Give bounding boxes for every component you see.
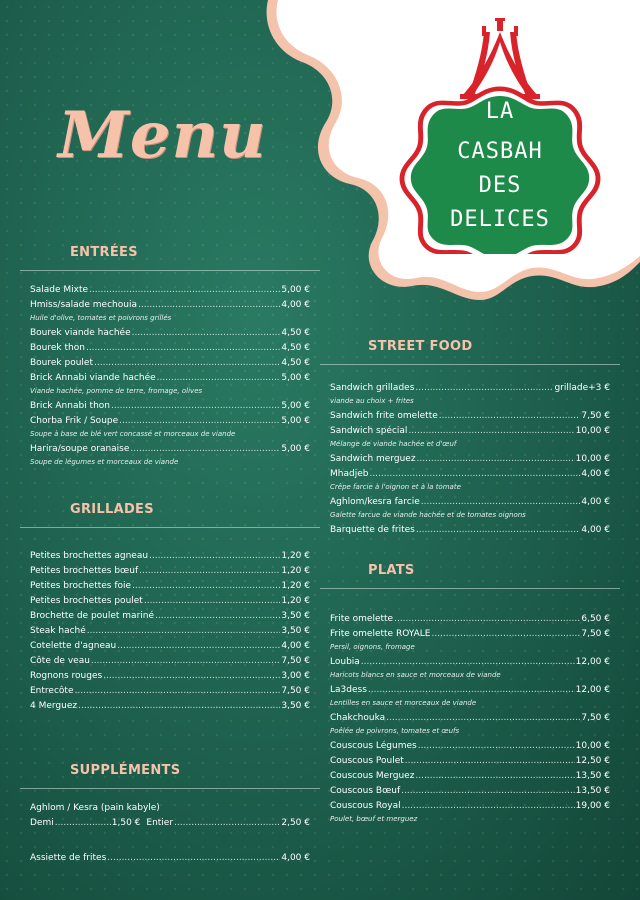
item-name: Brick Annabi thon (30, 401, 110, 411)
item-price: 3,50 € (281, 701, 310, 711)
item-name: Sandwich frite omelette (330, 411, 438, 421)
item-name: La3dess (330, 685, 367, 695)
item-name: Bourek thon (30, 343, 85, 353)
item-name: Salade Mixte (30, 285, 89, 295)
item-name: Sandwich spécial (330, 426, 408, 436)
item-price: 5,00 € (281, 285, 310, 295)
item-name: Hmiss/salade mechouia (30, 300, 137, 310)
street-food-list (330, 381, 610, 538)
dot-leader (369, 467, 580, 482)
item-price: 4,00 € (281, 641, 310, 651)
item-name: Entrecôte (30, 686, 74, 696)
dot-leader (361, 655, 575, 670)
item-description: Soupe à base de blé vert concassé et morceaux de viande (30, 430, 236, 438)
dot-leader (130, 442, 280, 457)
item-name: Bourek poulet (30, 358, 93, 368)
supplement-bread-prices: Demi ..... 1,50 € Entier ..... 2,50 € (30, 816, 310, 831)
plats-list (330, 612, 610, 827)
dot-leader (132, 579, 280, 594)
item-name: Cotelette d'agneau (30, 641, 117, 651)
dot-leader (138, 298, 280, 313)
menu-item-row (330, 409, 610, 424)
item-name: Barquette de frites (330, 525, 415, 535)
menu-item-row (330, 784, 610, 799)
item-price: 7,50 € (581, 411, 610, 421)
street-food-title: STREET FOOD (368, 339, 473, 354)
item-price: 7,50 € (581, 629, 610, 639)
dot-leader (149, 549, 280, 564)
menu-item-row (330, 683, 610, 698)
dot-leader (415, 769, 574, 784)
menu-item-row (330, 754, 610, 769)
item-price: 4,00 € (581, 497, 610, 507)
menu-item-row (330, 799, 610, 814)
logo-text-des: DES (478, 173, 522, 198)
item-price: 5,00 € (281, 401, 310, 411)
item-price: 3,50 € (281, 626, 310, 636)
item-name: Steak haché (30, 626, 86, 636)
item-price: 10,00 € (575, 426, 610, 436)
item-price: 12,00 € (575, 657, 610, 667)
item-name: Sandwich merguez (330, 454, 416, 464)
dot-leader (402, 799, 575, 814)
item-name: Couscous Légumes (330, 741, 417, 751)
menu-item-row (30, 442, 310, 457)
dot-leader (408, 424, 574, 439)
item-description: Poêlée de poivrons, tomates et œufs (330, 727, 460, 735)
item-description: viande au choix + frites (330, 397, 414, 405)
dot-leader (405, 754, 575, 769)
menu-item-row (30, 564, 310, 579)
entrees-title: ENTRÉES (70, 245, 138, 260)
menu-item-row (330, 769, 610, 784)
dot-leader (417, 452, 575, 467)
item-name: Couscous Poulet (330, 756, 404, 766)
menu-item-row (30, 399, 310, 414)
menu-item-row (30, 341, 310, 356)
item-price: 13,50 € (575, 786, 610, 796)
menu-item-row (330, 627, 610, 642)
dot-leader (439, 409, 581, 424)
dot-leader (117, 639, 280, 654)
menu-item-row (30, 624, 310, 639)
dot-leader (421, 495, 581, 510)
menu-item-row (330, 612, 610, 627)
item-description: Galette farcue de viande hachée et de tomates oignons (330, 511, 526, 519)
menu-item-row (330, 739, 610, 754)
item-price: 4,50 € (281, 343, 310, 353)
menu-item-row (30, 414, 310, 429)
menu-item-row (30, 594, 310, 609)
item-price: 3,50 € (281, 611, 310, 621)
item-price: 5,00 € (281, 444, 310, 454)
menu-item-row (30, 283, 310, 298)
item-description: Mélange de viande hachée et d'œuf (330, 440, 457, 448)
menu-item-row (30, 356, 310, 371)
menu-item-row (30, 298, 310, 313)
item-price: 12,50 € (575, 756, 610, 766)
menu-item-row (30, 326, 310, 341)
item-price: 7,50 € (281, 686, 310, 696)
item-name: Brochette de poulet mariné (30, 611, 155, 621)
menu-item-row (330, 655, 610, 670)
dot-leader (418, 739, 575, 754)
menu-item-row (30, 669, 310, 684)
item-name: Petites brochettes poulet (30, 596, 143, 606)
item-name: Côte de veau (30, 656, 90, 666)
item-price: 4,50 € (281, 358, 310, 368)
dot-leader (111, 399, 280, 414)
item-price: 4,50 € (281, 328, 310, 338)
item-description: Lentilles en sauce et morceaux de viande (330, 699, 477, 707)
item-price: 5,00 € (281, 373, 310, 383)
item-description: Persil, oignons, fromage (330, 643, 415, 651)
item-price: 13,50 € (575, 771, 610, 781)
grillades-title: GRILLADES (70, 502, 154, 517)
item-description: Soupe de légumes et morceaux de viande (30, 458, 179, 466)
menu-item-row (330, 495, 610, 510)
item-name: Sandwich grillades (330, 383, 415, 393)
logo-text-casbah: CASBAH (457, 139, 543, 164)
item-name: Couscous Merguez (330, 771, 415, 781)
item-price: 19,00 € (575, 801, 610, 811)
logo-text-delices: DELICES (450, 207, 550, 232)
menu-item-row (330, 381, 610, 396)
entrees-list (30, 283, 310, 470)
dot-leader (386, 711, 580, 726)
dot-leader (86, 341, 280, 356)
menu-item-row (30, 699, 310, 714)
menu-item-row (330, 452, 610, 467)
item-description: Huile d'olive, tomates et poivrons grillés (30, 314, 172, 322)
entrees-divider (20, 270, 320, 271)
dot-leader (401, 784, 574, 799)
item-name: Loubia (330, 657, 360, 667)
item-description: Crêpe farcie à l'oignon et à la tomate (330, 483, 461, 491)
item-name: Couscous Royal (330, 801, 401, 811)
item-name: Chakchouka (330, 713, 386, 723)
item-price: 4,00 € (281, 300, 310, 310)
grillades-divider (20, 527, 320, 528)
menu-item-row (30, 549, 310, 564)
dot-leader (87, 624, 281, 639)
plats-divider (320, 588, 620, 589)
dot-leader (74, 684, 280, 699)
dot-leader (144, 594, 281, 609)
item-price: 4,00 € (581, 525, 610, 535)
dot-leader (119, 414, 280, 429)
item-price: 1,20 € (281, 596, 310, 606)
dot-leader (91, 654, 280, 669)
item-name: Harira/soupe oranaise (30, 444, 130, 454)
item-name: Aghlom/kesra farcie (330, 497, 420, 507)
casbah-logo (398, 18, 602, 254)
item-name: Mhadjeb (330, 469, 369, 479)
dot-leader (155, 609, 280, 624)
menu-item-row (30, 684, 310, 699)
item-name: Petites brochettes bœuf (30, 566, 139, 576)
item-name: Brick Annabi viande hachée (30, 373, 156, 383)
item-description: Haricots blancs en sauce et morceaux de viande (330, 671, 501, 679)
menu-item-row (30, 609, 310, 624)
item-price: 1,20 € (281, 581, 310, 591)
item-price: 4,00 € (581, 469, 610, 479)
item-name: Chorba Frik / Soupe (30, 416, 119, 426)
menu-item-row (330, 523, 610, 538)
grillades-list (30, 549, 310, 714)
street-food-divider (320, 364, 620, 365)
dot-leader (415, 381, 553, 396)
item-name: 4 Merguez (30, 701, 78, 711)
supplement-bread-line: Aghlom / Kesra (pain kabyle) (30, 803, 160, 813)
item-name: Bourek viande hachée (30, 328, 131, 338)
item-name: Frite omelette ROYALE (330, 629, 431, 639)
menu-item-row (30, 579, 310, 594)
menu-item-row (30, 371, 310, 386)
dot-leader (431, 627, 580, 642)
logo-text-la: LA (485, 99, 515, 124)
item-name: Petites brochettes foie (30, 581, 132, 591)
item-price: 10,00 € (575, 741, 610, 751)
item-name: Frite omelette (330, 614, 394, 624)
supplements-divider (20, 788, 320, 789)
item-price: 6,50 € (581, 614, 610, 624)
item-name: Rognons rouges (30, 671, 103, 681)
menu-item-row (30, 639, 310, 654)
item-name: Couscous Bœuf (330, 786, 401, 796)
item-description: Viande hachée, pomme de terre, fromage, olives (30, 387, 203, 395)
item-name: Petites brochettes agneau (30, 551, 149, 561)
item-price: 5,00 € (281, 416, 310, 426)
dot-leader (132, 326, 281, 341)
menu-item-row (330, 424, 610, 439)
dot-leader (157, 371, 281, 386)
item-price: grillade+3 € (554, 383, 610, 393)
menu-item-row (30, 654, 310, 669)
item-price: 10,00 € (575, 454, 610, 464)
menu-item-row (330, 711, 610, 726)
dot-leader (78, 699, 280, 714)
dot-leader (103, 669, 280, 684)
item-price: 1,20 € (281, 551, 310, 561)
item-price: 7,50 € (281, 656, 310, 666)
dot-leader (416, 523, 580, 538)
supplements-list (30, 801, 310, 866)
item-price: 7,50 € (581, 713, 610, 723)
supplements-title: SUPPLÉMENTS (70, 763, 181, 778)
item-price: 12,00 € (575, 685, 610, 695)
item-price: 1,20 € (281, 566, 310, 576)
dot-leader (89, 283, 280, 298)
item-description: Poulet, bœuf et merguez (330, 815, 418, 823)
menu-title: Menu (58, 98, 267, 173)
plats-title: PLATS (368, 563, 415, 578)
supplement-fries-row: Assiette de frites ..... 4,00 € (30, 851, 310, 866)
dot-leader (368, 683, 575, 698)
dot-leader (94, 356, 280, 371)
dot-leader (394, 612, 580, 627)
item-price: 3,00 € (281, 671, 310, 681)
dot-leader (139, 564, 280, 579)
menu-item-row (330, 467, 610, 482)
